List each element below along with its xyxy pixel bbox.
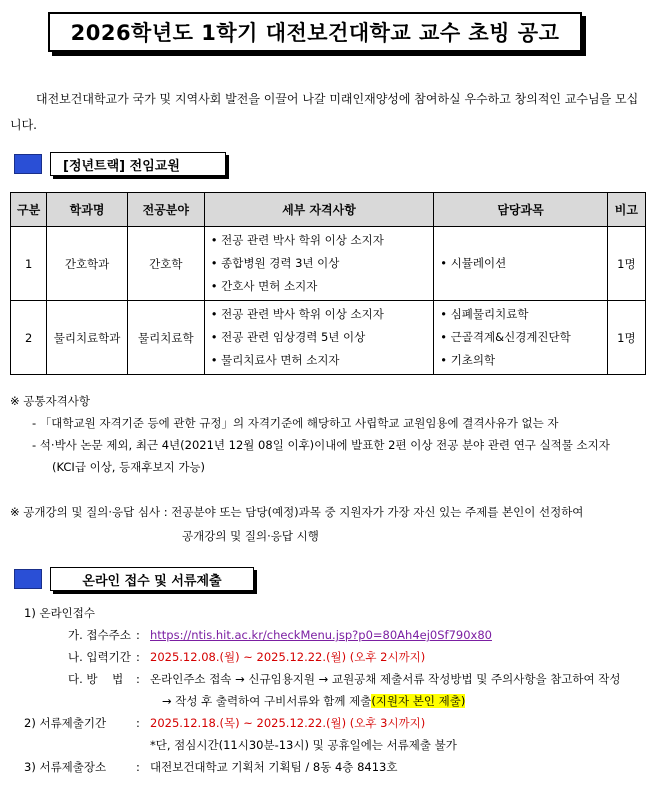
table-row: [11, 227, 646, 301]
method-key: 다. 방 법: [68, 672, 124, 686]
lecture-line: ※ 공개강의 및 질의·응답 심사 : 전공분야 또는 담당(예정)과목 중 지원자가 가장 자신 있는 주제를 본인이 선정하여: [10, 505, 584, 519]
common-qualifications: [10, 390, 650, 478]
qual-item: • 물리치료사 면허 소지자: [211, 349, 433, 372]
cell-note: 1명: [607, 301, 645, 375]
subject-item: • 시뮬레이션: [440, 252, 606, 275]
th-major: 전공분야: [127, 193, 204, 227]
cell-quals: [204, 301, 434, 375]
subjects-list: [440, 252, 606, 275]
th-subjects: 담당과목: [434, 193, 608, 227]
intro-text: 대전보건대학교가 국가 및 지역사회 발전을 이끌어 나갈 미래인재양성에 참여하실 우수하고 창의적인 교수님을 모십니다.: [10, 92, 639, 132]
cell-major: 물리치료학: [127, 301, 204, 375]
method-value-continued: → 작성 후 출력하여 구비서류와 함께 제출: [162, 694, 372, 708]
method-highlight: (지원자 본인 제출): [371, 694, 466, 708]
period-row: 나. 입력기간 : 2025.12.08.(월) ~ 2025.12.22.(월) (오후 2시까지): [24, 646, 654, 668]
period-value: 2025.12.08.(월) ~ 2025.12.22.(월) (오후 2시까지): [150, 650, 426, 664]
address-key: 가. 접수주소: [68, 628, 131, 642]
section-header-online: [14, 568, 254, 590]
submission-period-key: 2) 서류제출기간: [24, 716, 107, 730]
application-link[interactable]: https://ntis.hit.ac.kr/checkMenu.jsp?p0=80Ah4ej0Sf790x80: [150, 628, 492, 642]
method-value: 온라인주소 접속 → 신규임용지원 → 교원공채 제출서류 작성방법 및 주의사항을 참고하여 작성: [150, 672, 621, 686]
cell-note: 1명: [607, 227, 645, 301]
table-row: [11, 301, 646, 375]
submission-period-row: 2) 서류제출기간 : 2025.12.18.(목) ~ 2025.12.22.(월) (오후 3시까지): [24, 712, 654, 734]
th-note: 비고: [607, 193, 645, 227]
online-application: [24, 602, 654, 778]
qual-item: • 전공 관련 박사 학위 이상 소지자: [211, 303, 433, 326]
subject-item: • 근골격계&신경계진단학: [440, 326, 606, 349]
lecture-line-continued: 공개강의 및 질의·응답 시행: [182, 529, 319, 543]
method-row-continued: [24, 690, 654, 712]
th-quals: 세부 자격사항: [204, 193, 434, 227]
submission-place-key: 3) 서류제출장소: [24, 760, 107, 774]
cell-no: 2: [11, 301, 47, 375]
common-item-continued: (KCI급 이상, 등재후보지 가능): [52, 460, 206, 474]
section-square-icon: [14, 569, 42, 589]
section-label-online: 온라인 접수 및 서류제출: [50, 567, 254, 591]
subjects-list: [440, 303, 606, 372]
submission-period-value: 2025.12.18.(목) ~ 2025.12.22.(월) (오후 3시까지): [150, 716, 426, 730]
recruitment-table: [10, 192, 646, 375]
page-title-box: [48, 12, 582, 52]
lecture-note: [10, 500, 650, 548]
address-row: 가. 접수주소 : https://ntis.hit.ac.kr/checkMenu.jsp?p0=80Ah4ej0Sf790x80: [24, 624, 654, 646]
submission-note-row: [24, 734, 654, 756]
quals-list: [211, 303, 433, 372]
common-item: - 「대학교원 자격기준 등에 관한 규정」의 자격기준에 해당하고 사립학교 교원임용에 결격사유가 없는 자: [32, 416, 559, 430]
submission-note: *단, 점심시간(11시30분-13시) 및 공휴일에는 서류제출 불가: [150, 738, 457, 752]
section-header-tenure: [14, 153, 226, 175]
qual-item: • 전공 관련 박사 학위 이상 소지자: [211, 229, 433, 252]
section-label-tenure: [정년트랙] 전임교원: [50, 152, 226, 176]
subject-item: • 심폐물리치료학: [440, 303, 606, 326]
subject-item: • 기초의학: [440, 349, 606, 372]
cell-dept: 간호학과: [47, 227, 128, 301]
cell-subjects: [434, 301, 608, 375]
cell-no: 1: [11, 227, 47, 301]
th-dept: 학과명: [47, 193, 128, 227]
qual-item: • 종합병원 경력 3년 이상: [211, 252, 433, 275]
submission-place-row: 3) 서류제출장소 : 대전보건대학교 기획처 기획팀 / 8동 4층 8413호: [24, 756, 654, 778]
page-title: 2026학년도 1학기 대전보건대학교 교수 초빙 공고: [70, 21, 560, 45]
cell-dept: 물리치료학과: [47, 301, 128, 375]
cell-subjects: [434, 227, 608, 301]
online-item-title: 1) 온라인접수: [24, 606, 96, 620]
period-key: 나. 입력기간: [68, 650, 131, 664]
section-square-icon: [14, 154, 42, 174]
cell-quals: [204, 227, 434, 301]
submission-place-value: 대전보건대학교 기획처 기획팀 / 8동 4층 8413호: [150, 760, 398, 774]
quals-list: [211, 229, 433, 298]
th-no: 구분: [11, 193, 47, 227]
common-item: - 석·박사 논문 제외, 최근 4년(2021년 12월 08일 이후)이내에 발표한 2편 이상 전공 분야 관련 연구 실적물 소지자: [32, 438, 610, 452]
qual-item: • 간호사 면허 소지자: [211, 275, 433, 298]
common-heading: ※ 공통자격사항: [10, 394, 90, 408]
method-row: 다. 방 법 : 온라인주소 접속 → 신규임용지원 → 교원공채 제출서류 작성방법 및 주의사항을 참고하여 작성: [24, 668, 654, 690]
table-header-row: [11, 193, 646, 227]
qual-item: • 전공 관련 임상경력 5년 이상: [211, 326, 433, 349]
cell-major: 간호학: [127, 227, 204, 301]
